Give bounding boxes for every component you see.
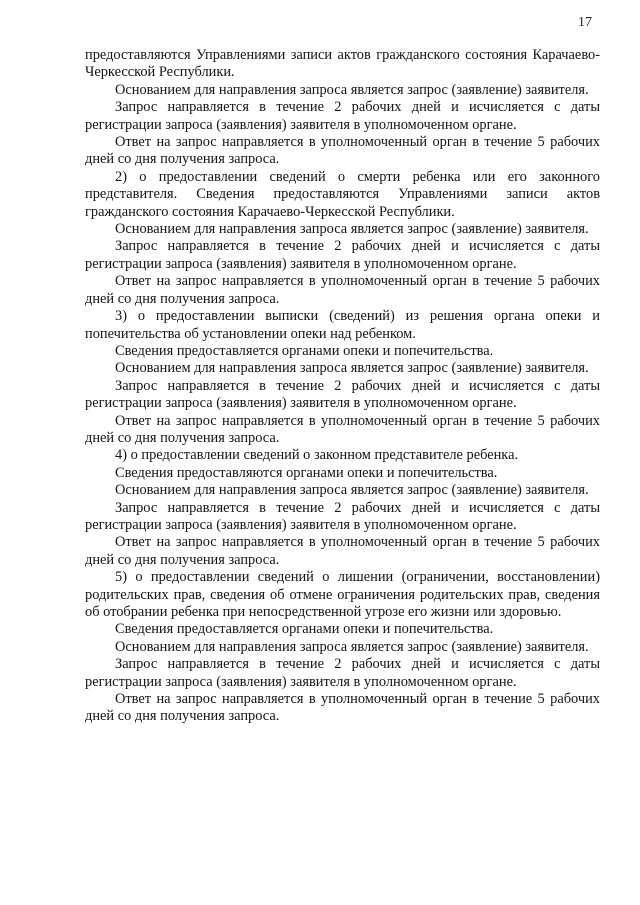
paragraph: Запрос направляется в течение 2 рабочих дней и исчисляется с даты регистрации запроса (заявления) заявителя в уполномоченном органе. <box>85 656 600 690</box>
paragraph: Ответ на запрос направляется в уполномоченный орган в течение 5 рабочих дней со дня получения запроса. <box>85 534 600 568</box>
paragraph: Основанием для направления запроса является запрос (заявление) заявителя. <box>115 360 589 377</box>
paragraph: Основанием для направления запроса является запрос (заявление) заявителя. <box>115 221 589 238</box>
paragraph: Запрос направляется в течение 2 рабочих дней и исчисляется с даты регистрации запроса (заявления) заявителя в уполномоченном органе. <box>85 499 600 533</box>
paragraph: Ответ на запрос направляется в уполномоченный орган в течение 5 рабочих дней со дня получения запроса. <box>85 134 600 168</box>
paragraph: Сведения предоставляется органами опеки и попечительства. <box>115 621 494 638</box>
paragraph: Основанием для направления запроса является запрос (заявление) заявителя. <box>115 81 589 98</box>
paragraph: Основанием для направления запроса является запрос (заявление) заявителя. <box>115 638 589 655</box>
paragraph: Ответ на запрос направляется в уполномоченный орган в течение 5 рабочих дней со дня получения запроса. <box>85 273 600 307</box>
paragraph: 3) о предоставлении выписки (сведений) из решения органа опеки и попечительства об установлении опеки над ребенком. <box>85 308 600 342</box>
paragraph: 5) о предоставлении сведений о лишении (ограничении, восстановлении) родительских прав, сведения об отмене ограничения родительских прав, сведения об отобрании ребенка при непосредственной угрозе его жизни или здоровью. <box>85 569 600 620</box>
paragraph: Сведения предоставляется органами опеки и попечительства. <box>115 342 494 359</box>
paragraph: 4) о предоставлении сведений о законном представителе ребенка. <box>115 447 519 464</box>
paragraph: предоставляются Управлениями записи актов гражданского состояния Карачаево-Черкесской Республики. <box>85 47 600 81</box>
paragraph: Сведения предоставляются органами опеки и попечительства. <box>115 464 498 481</box>
document-body <box>85 47 600 726</box>
paragraph: Запрос направляется в течение 2 рабочих дней и исчисляется с даты регистрации запроса (заявления) заявителя в уполномоченном органе. <box>85 377 600 412</box>
paragraph: 2) о предоставлении сведений о смерти ребенка или его законного представителя. Сведения предоставляются Управлениями записи актов гражданского состояния Карачаево-Черкесской Республики. <box>85 168 600 220</box>
paragraph: Ответ на запрос направляется в уполномоченный орган в течение 5 рабочих дней со дня получения запроса. <box>85 691 600 725</box>
paragraph: Запрос направляется в течение 2 рабочих дней и исчисляется с даты регистрации запроса (заявления) заявителя в уполномоченном органе. <box>85 99 600 133</box>
paragraph: Ответ на запрос направляется в уполномоченный орган в течение 5 рабочих дней со дня получения запроса. <box>85 412 600 446</box>
paragraph: Запрос направляется в течение 2 рабочих дней и исчисляется с даты регистрации запроса (заявления) заявителя в уполномоченном органе. <box>85 238 600 272</box>
paragraph: Основанием для направления запроса является запрос (заявление) заявителя. <box>115 482 589 499</box>
page-number: 17 <box>578 15 592 30</box>
